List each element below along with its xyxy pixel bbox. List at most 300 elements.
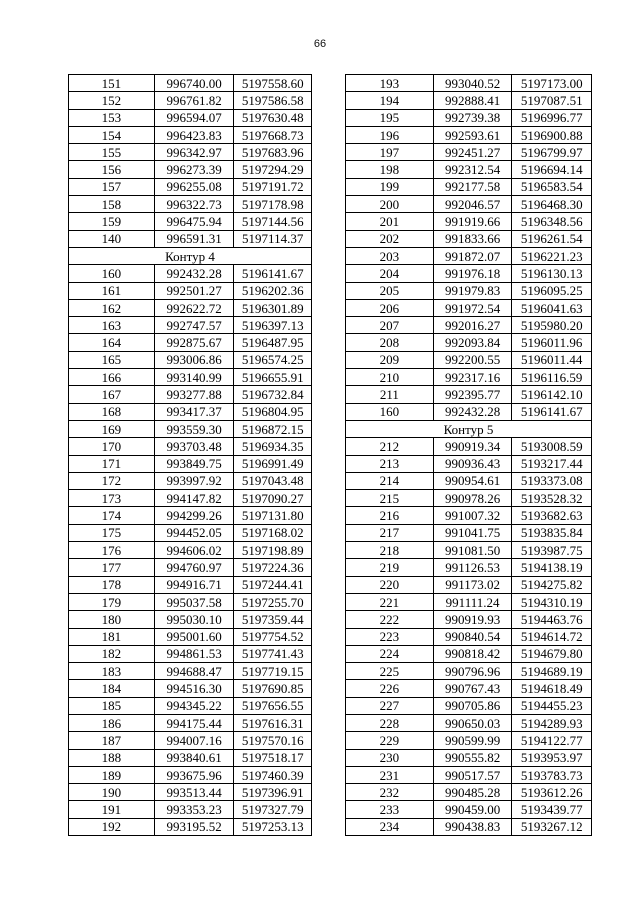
y-coordinate: 5197244.41 (234, 576, 312, 593)
point-number: 213 (346, 455, 434, 472)
x-coordinate: 996475.94 (154, 213, 234, 230)
table-row (346, 265, 592, 282)
table-row (346, 196, 592, 213)
table-row (346, 282, 592, 299)
point-number: 231 (346, 766, 434, 783)
point-number: 162 (69, 299, 155, 316)
x-coordinate: 991041.75 (433, 524, 512, 541)
y-coordinate: 5197173.00 (512, 75, 592, 92)
point-number: 197 (346, 144, 434, 161)
y-coordinate: 5196130.13 (512, 265, 592, 282)
point-number: 189 (69, 766, 155, 783)
y-coordinate: 5197630.48 (234, 109, 312, 126)
table-row (69, 403, 312, 420)
y-coordinate: 5197558.60 (234, 75, 312, 92)
y-coordinate: 5194455.23 (512, 697, 592, 714)
point-number: 214 (346, 472, 434, 489)
table-row (69, 369, 312, 386)
x-coordinate: 994861.53 (154, 645, 234, 662)
y-coordinate: 5193267.12 (512, 818, 592, 835)
y-coordinate: 5193373.08 (512, 472, 592, 489)
point-number: 215 (346, 490, 434, 507)
section-header-row (69, 247, 312, 264)
y-coordinate: 5193528.32 (512, 490, 592, 507)
table-row (69, 663, 312, 680)
y-coordinate: 5196011.96 (512, 334, 592, 351)
x-coordinate: 991173.02 (433, 576, 512, 593)
table-row (69, 282, 312, 299)
table-row (69, 766, 312, 783)
table-row (346, 126, 592, 143)
y-coordinate: 5196011.44 (512, 351, 592, 368)
table-row (346, 697, 592, 714)
y-coordinate: 5197255.70 (234, 593, 312, 610)
x-coordinate: 992622.72 (154, 299, 234, 316)
table-row (346, 593, 592, 610)
point-number: 179 (69, 593, 155, 610)
y-coordinate: 5197668.73 (234, 126, 312, 143)
point-number: 160 (346, 403, 434, 420)
x-coordinate: 990517.57 (433, 766, 512, 783)
point-number: 212 (346, 438, 434, 455)
point-number: 171 (69, 455, 155, 472)
y-coordinate: 5195980.20 (512, 317, 592, 334)
table-row (69, 801, 312, 818)
point-number: 165 (69, 351, 155, 368)
table-row (69, 697, 312, 714)
point-number: 157 (69, 178, 155, 195)
y-coordinate: 5194679.80 (512, 645, 592, 662)
table-row (346, 663, 592, 680)
y-coordinate: 5197656.55 (234, 697, 312, 714)
y-coordinate: 5196301.89 (234, 299, 312, 316)
y-coordinate: 5196934.35 (234, 438, 312, 455)
point-number: 176 (69, 542, 155, 559)
table-row (346, 576, 592, 593)
point-number: 198 (346, 161, 434, 178)
x-coordinate: 992317.16 (433, 369, 512, 386)
table-row (69, 628, 312, 645)
point-number: 181 (69, 628, 155, 645)
y-coordinate: 5197131.80 (234, 507, 312, 524)
table-row (69, 749, 312, 766)
x-coordinate: 993195.52 (154, 818, 234, 835)
y-coordinate: 5196655.91 (234, 369, 312, 386)
table-row (346, 455, 592, 472)
table-row (69, 299, 312, 316)
y-coordinate: 5196221.23 (512, 247, 592, 264)
table-row (69, 196, 312, 213)
y-coordinate: 5197570.16 (234, 732, 312, 749)
point-number: 156 (69, 161, 155, 178)
table-row (69, 784, 312, 801)
page-number: 66 (313, 38, 327, 50)
x-coordinate: 993040.52 (433, 75, 512, 92)
x-coordinate: 992739.38 (433, 109, 512, 126)
coordinates-table-right (345, 74, 592, 836)
point-number: 207 (346, 317, 434, 334)
x-coordinate: 991979.83 (433, 282, 512, 299)
point-number: 172 (69, 472, 155, 489)
point-number: 187 (69, 732, 155, 749)
point-number: 178 (69, 576, 155, 593)
table-row (346, 680, 592, 697)
table-row (346, 559, 592, 576)
point-number: 191 (69, 801, 155, 818)
y-coordinate: 5197090.27 (234, 490, 312, 507)
table-row (69, 420, 312, 437)
point-number: 200 (346, 196, 434, 213)
table-row (346, 490, 592, 507)
point-number: 159 (69, 213, 155, 230)
table-row (346, 507, 592, 524)
table-row (69, 265, 312, 282)
table-row (346, 645, 592, 662)
x-coordinate: 990438.83 (433, 818, 512, 835)
x-coordinate: 990936.43 (433, 455, 512, 472)
table-row (346, 818, 592, 835)
y-coordinate: 5196900.88 (512, 126, 592, 143)
x-coordinate: 994916.71 (154, 576, 234, 593)
point-number: 199 (346, 178, 434, 195)
point-number: 161 (69, 282, 155, 299)
x-coordinate: 994147.82 (154, 490, 234, 507)
y-coordinate: 5196468.30 (512, 196, 592, 213)
point-number: 196 (346, 126, 434, 143)
x-coordinate: 991872.07 (433, 247, 512, 264)
point-number: 186 (69, 714, 155, 731)
x-coordinate: 990919.34 (433, 438, 512, 455)
table-row (69, 818, 312, 835)
x-coordinate: 990650.03 (433, 714, 512, 731)
x-coordinate: 996591.31 (154, 230, 234, 247)
table-row (69, 230, 312, 247)
y-coordinate: 5193953.97 (512, 749, 592, 766)
x-coordinate: 993277.88 (154, 386, 234, 403)
y-coordinate: 5193612.26 (512, 784, 592, 801)
x-coordinate: 992501.27 (154, 282, 234, 299)
point-number: 164 (69, 334, 155, 351)
table-row (346, 472, 592, 489)
y-coordinate: 5193008.59 (512, 438, 592, 455)
table-row (69, 438, 312, 455)
table-row (346, 611, 592, 628)
x-coordinate: 992177.58 (433, 178, 512, 195)
x-coordinate: 992016.27 (433, 317, 512, 334)
x-coordinate: 993703.48 (154, 438, 234, 455)
point-number: 230 (346, 749, 434, 766)
x-coordinate: 992093.84 (433, 334, 512, 351)
y-coordinate: 5197198.89 (234, 542, 312, 559)
x-coordinate: 996342.97 (154, 144, 234, 161)
y-coordinate: 5196872.15 (234, 420, 312, 437)
point-number: 221 (346, 593, 434, 610)
y-coordinate: 5194275.82 (512, 576, 592, 593)
x-coordinate: 992432.28 (433, 403, 512, 420)
point-number: 170 (69, 438, 155, 455)
x-coordinate: 990485.28 (433, 784, 512, 801)
table-row (346, 230, 592, 247)
point-number: 195 (346, 109, 434, 126)
point-number: 204 (346, 265, 434, 282)
table-row (346, 213, 592, 230)
point-number: 209 (346, 351, 434, 368)
point-number: 224 (346, 645, 434, 662)
y-coordinate: 5196141.67 (234, 265, 312, 282)
point-number: 152 (69, 92, 155, 109)
x-coordinate: 990954.61 (433, 472, 512, 489)
x-coordinate: 992451.27 (433, 144, 512, 161)
y-coordinate: 5197294.29 (234, 161, 312, 178)
y-coordinate: 5196397.13 (234, 317, 312, 334)
y-coordinate: 5197087.51 (512, 92, 592, 109)
point-number: 217 (346, 524, 434, 541)
table-row (69, 178, 312, 195)
x-coordinate: 994688.47 (154, 663, 234, 680)
point-number: 216 (346, 507, 434, 524)
table-row (69, 576, 312, 593)
table-row (346, 317, 592, 334)
point-number: 140 (69, 230, 155, 247)
table-row (69, 126, 312, 143)
table-row (346, 369, 592, 386)
table-row (69, 645, 312, 662)
table-row (69, 144, 312, 161)
x-coordinate: 992200.55 (433, 351, 512, 368)
y-coordinate: 5196799.97 (512, 144, 592, 161)
x-coordinate: 994299.26 (154, 507, 234, 524)
point-number: 183 (69, 663, 155, 680)
y-coordinate: 5193217.44 (512, 455, 592, 472)
point-number: 153 (69, 109, 155, 126)
x-coordinate: 994516.30 (154, 680, 234, 697)
y-coordinate: 5196996.77 (512, 109, 592, 126)
table-row (69, 524, 312, 541)
table-row (69, 490, 312, 507)
y-coordinate: 5197586.58 (234, 92, 312, 109)
x-coordinate: 992312.54 (433, 161, 512, 178)
point-number: 177 (69, 559, 155, 576)
x-coordinate: 994760.97 (154, 559, 234, 576)
y-coordinate: 5197224.36 (234, 559, 312, 576)
table-row (346, 351, 592, 368)
y-coordinate: 5197191.72 (234, 178, 312, 195)
x-coordinate: 994606.02 (154, 542, 234, 559)
y-coordinate: 5197683.96 (234, 144, 312, 161)
x-coordinate: 993675.96 (154, 766, 234, 783)
x-coordinate: 996255.08 (154, 178, 234, 195)
point-number: 210 (346, 369, 434, 386)
point-number: 155 (69, 144, 155, 161)
point-number: 167 (69, 386, 155, 403)
x-coordinate: 993353.23 (154, 801, 234, 818)
y-coordinate: 5193783.73 (512, 766, 592, 783)
x-coordinate: 991972.54 (433, 299, 512, 316)
y-coordinate: 5196694.14 (512, 161, 592, 178)
y-coordinate: 5197327.79 (234, 801, 312, 818)
y-coordinate: 5196348.56 (512, 213, 592, 230)
y-coordinate: 5196804.95 (234, 403, 312, 420)
y-coordinate: 5197518.17 (234, 749, 312, 766)
y-coordinate: 5197719.15 (234, 663, 312, 680)
y-coordinate: 5197168.02 (234, 524, 312, 541)
x-coordinate: 992432.28 (154, 265, 234, 282)
y-coordinate: 5196141.67 (512, 403, 592, 420)
x-coordinate: 990818.42 (433, 645, 512, 662)
y-coordinate: 5193439.77 (512, 801, 592, 818)
table-row (346, 299, 592, 316)
point-number: 175 (69, 524, 155, 541)
y-coordinate: 5193987.75 (512, 542, 592, 559)
point-number: 222 (346, 611, 434, 628)
x-coordinate: 993140.99 (154, 369, 234, 386)
section-title: Контур 5 (346, 420, 592, 437)
section-header-row (346, 420, 592, 437)
point-number: 151 (69, 75, 155, 92)
table-row (346, 784, 592, 801)
y-coordinate: 5197741.43 (234, 645, 312, 662)
y-coordinate: 5196095.25 (512, 282, 592, 299)
point-number: 229 (346, 732, 434, 749)
x-coordinate: 991007.32 (433, 507, 512, 524)
section-title: Контур 4 (69, 247, 312, 264)
point-number: 203 (346, 247, 434, 264)
point-number: 169 (69, 420, 155, 437)
y-coordinate: 5197754.52 (234, 628, 312, 645)
point-number: 160 (69, 265, 155, 282)
y-coordinate: 5196583.54 (512, 178, 592, 195)
x-coordinate: 990796.96 (433, 663, 512, 680)
point-number: 173 (69, 490, 155, 507)
x-coordinate: 990705.86 (433, 697, 512, 714)
y-coordinate: 5197144.56 (234, 213, 312, 230)
x-coordinate: 992888.41 (433, 92, 512, 109)
x-coordinate: 990767.43 (433, 680, 512, 697)
point-number: 205 (346, 282, 434, 299)
table-row (69, 559, 312, 576)
x-coordinate: 990840.54 (433, 628, 512, 645)
point-number: 228 (346, 714, 434, 731)
point-number: 220 (346, 576, 434, 593)
table-row (346, 75, 592, 92)
x-coordinate: 996594.07 (154, 109, 234, 126)
y-coordinate: 5194618.49 (512, 680, 592, 697)
x-coordinate: 994345.22 (154, 697, 234, 714)
x-coordinate: 996761.82 (154, 92, 234, 109)
x-coordinate: 992046.57 (433, 196, 512, 213)
x-coordinate: 992593.61 (433, 126, 512, 143)
table-row (346, 801, 592, 818)
point-number: 188 (69, 749, 155, 766)
point-number: 180 (69, 611, 155, 628)
y-coordinate: 5196732.84 (234, 386, 312, 403)
point-number: 234 (346, 818, 434, 835)
point-number: 185 (69, 697, 155, 714)
x-coordinate: 996273.39 (154, 161, 234, 178)
x-coordinate: 992747.57 (154, 317, 234, 334)
point-number: 233 (346, 801, 434, 818)
table-row (69, 611, 312, 628)
y-coordinate: 5193835.84 (512, 524, 592, 541)
point-number: 227 (346, 697, 434, 714)
point-number: 225 (346, 663, 434, 680)
point-number: 232 (346, 784, 434, 801)
x-coordinate: 993559.30 (154, 420, 234, 437)
point-number: 211 (346, 386, 434, 403)
y-coordinate: 5194289.93 (512, 714, 592, 731)
x-coordinate: 992395.77 (433, 386, 512, 403)
x-coordinate: 991081.50 (433, 542, 512, 559)
x-coordinate: 993006.86 (154, 351, 234, 368)
table-row (69, 334, 312, 351)
x-coordinate: 994007.16 (154, 732, 234, 749)
x-coordinate: 993840.61 (154, 749, 234, 766)
table-row (69, 472, 312, 489)
table-row (346, 749, 592, 766)
table-row (69, 455, 312, 472)
x-coordinate: 991919.66 (433, 213, 512, 230)
x-coordinate: 991126.53 (433, 559, 512, 576)
table-row (69, 161, 312, 178)
table-row (69, 351, 312, 368)
x-coordinate: 995001.60 (154, 628, 234, 645)
point-number: 184 (69, 680, 155, 697)
y-coordinate: 5194614.72 (512, 628, 592, 645)
y-coordinate: 5196487.95 (234, 334, 312, 351)
table-row (69, 386, 312, 403)
point-number: 190 (69, 784, 155, 801)
x-coordinate: 993513.44 (154, 784, 234, 801)
y-coordinate: 5197460.39 (234, 766, 312, 783)
x-coordinate: 993417.37 (154, 403, 234, 420)
table-row (346, 178, 592, 195)
x-coordinate: 996322.73 (154, 196, 234, 213)
table-row (346, 247, 592, 264)
point-number: 154 (69, 126, 155, 143)
x-coordinate: 993997.92 (154, 472, 234, 489)
table-row (346, 766, 592, 783)
table-row (69, 542, 312, 559)
coordinates-table-left (68, 74, 312, 836)
table-row (69, 75, 312, 92)
point-number: 208 (346, 334, 434, 351)
x-coordinate: 994175.44 (154, 714, 234, 731)
point-number: 158 (69, 196, 155, 213)
table-row (346, 628, 592, 645)
y-coordinate: 5197114.37 (234, 230, 312, 247)
y-coordinate: 5196116.59 (512, 369, 592, 386)
x-coordinate: 994452.05 (154, 524, 234, 541)
point-number: 219 (346, 559, 434, 576)
y-coordinate: 5196041.63 (512, 299, 592, 316)
table-row (346, 714, 592, 731)
point-number: 218 (346, 542, 434, 559)
x-coordinate: 990459.00 (433, 801, 512, 818)
y-coordinate: 5197253.13 (234, 818, 312, 835)
x-coordinate: 993849.75 (154, 455, 234, 472)
table-row (346, 386, 592, 403)
point-number: 206 (346, 299, 434, 316)
point-number: 182 (69, 645, 155, 662)
table-row (346, 403, 592, 420)
y-coordinate: 5194463.76 (512, 611, 592, 628)
x-coordinate: 996423.83 (154, 126, 234, 143)
x-coordinate: 995037.58 (154, 593, 234, 610)
table-row (69, 109, 312, 126)
y-coordinate: 5197178.98 (234, 196, 312, 213)
y-coordinate: 5196202.36 (234, 282, 312, 299)
table-row (346, 524, 592, 541)
